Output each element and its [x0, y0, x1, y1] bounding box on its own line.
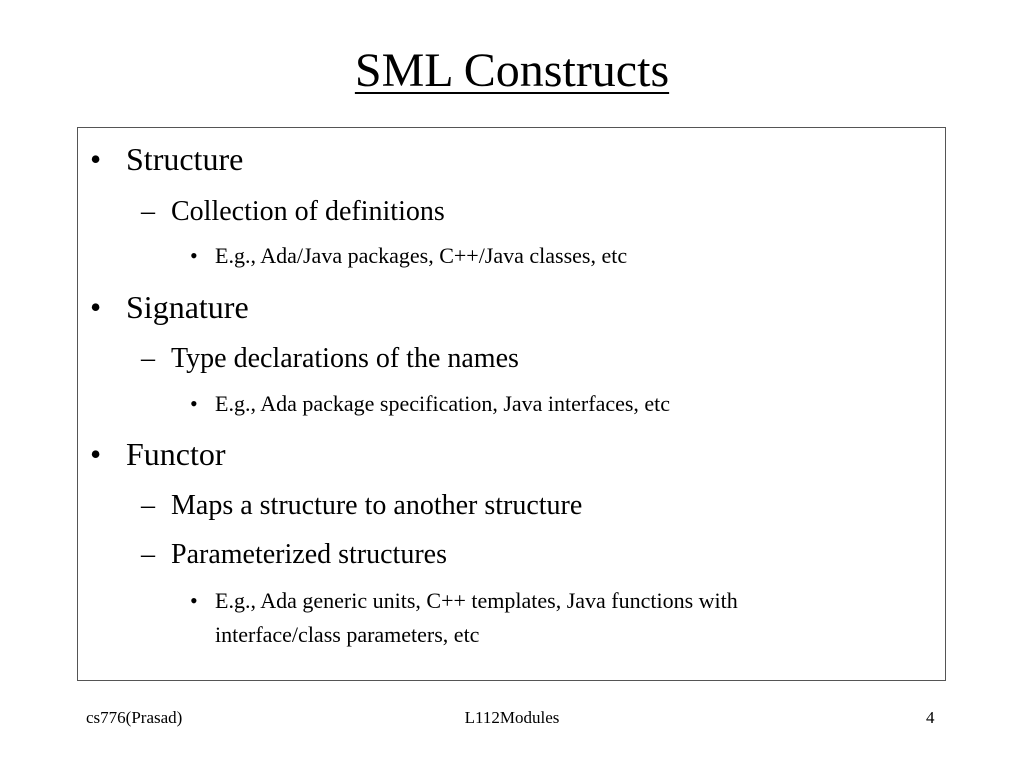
dash-marker: – [141, 343, 155, 374]
bullet-marker: • [90, 141, 102, 177]
dash-marker: – [141, 490, 155, 521]
sub-bullet-text: E.g., Ada package specification, Java interfaces, etc [215, 391, 671, 416]
sub-bullet-marker: • [190, 243, 198, 268]
footer-page-number: 4 [926, 708, 935, 727]
footer-center: L112Modules [464, 708, 560, 727]
sub-bullet-text: E.g., Ada/Java packages, C++/Java classes, etc [215, 243, 628, 268]
bullet-text: Functor [126, 436, 226, 472]
dash-marker: – [141, 539, 155, 570]
dash-text: Collection of definitions [171, 196, 445, 227]
dash-marker: – [141, 196, 155, 227]
bullet-text: Signature [126, 289, 249, 325]
dash-text: Type declarations of the names [171, 343, 519, 374]
dash-text: Parameterized structures [171, 539, 447, 570]
sub-bullet-text: E.g., Ada generic units, C++ templates, Java functions with [215, 588, 738, 613]
slide-title: SML Constructs [354, 44, 670, 97]
content-box [77, 127, 946, 681]
sub-bullet-marker: • [190, 391, 198, 416]
bullet-marker: • [90, 436, 102, 472]
footer-left: cs776(Prasad) [86, 708, 183, 727]
bullet-text: Structure [126, 141, 244, 177]
dash-text: Maps a structure to another structure [171, 490, 583, 521]
sub-bullet-text: interface/class parameters, etc [215, 622, 480, 647]
bullet-marker: • [90, 289, 102, 325]
sub-bullet-marker: • [190, 588, 198, 613]
